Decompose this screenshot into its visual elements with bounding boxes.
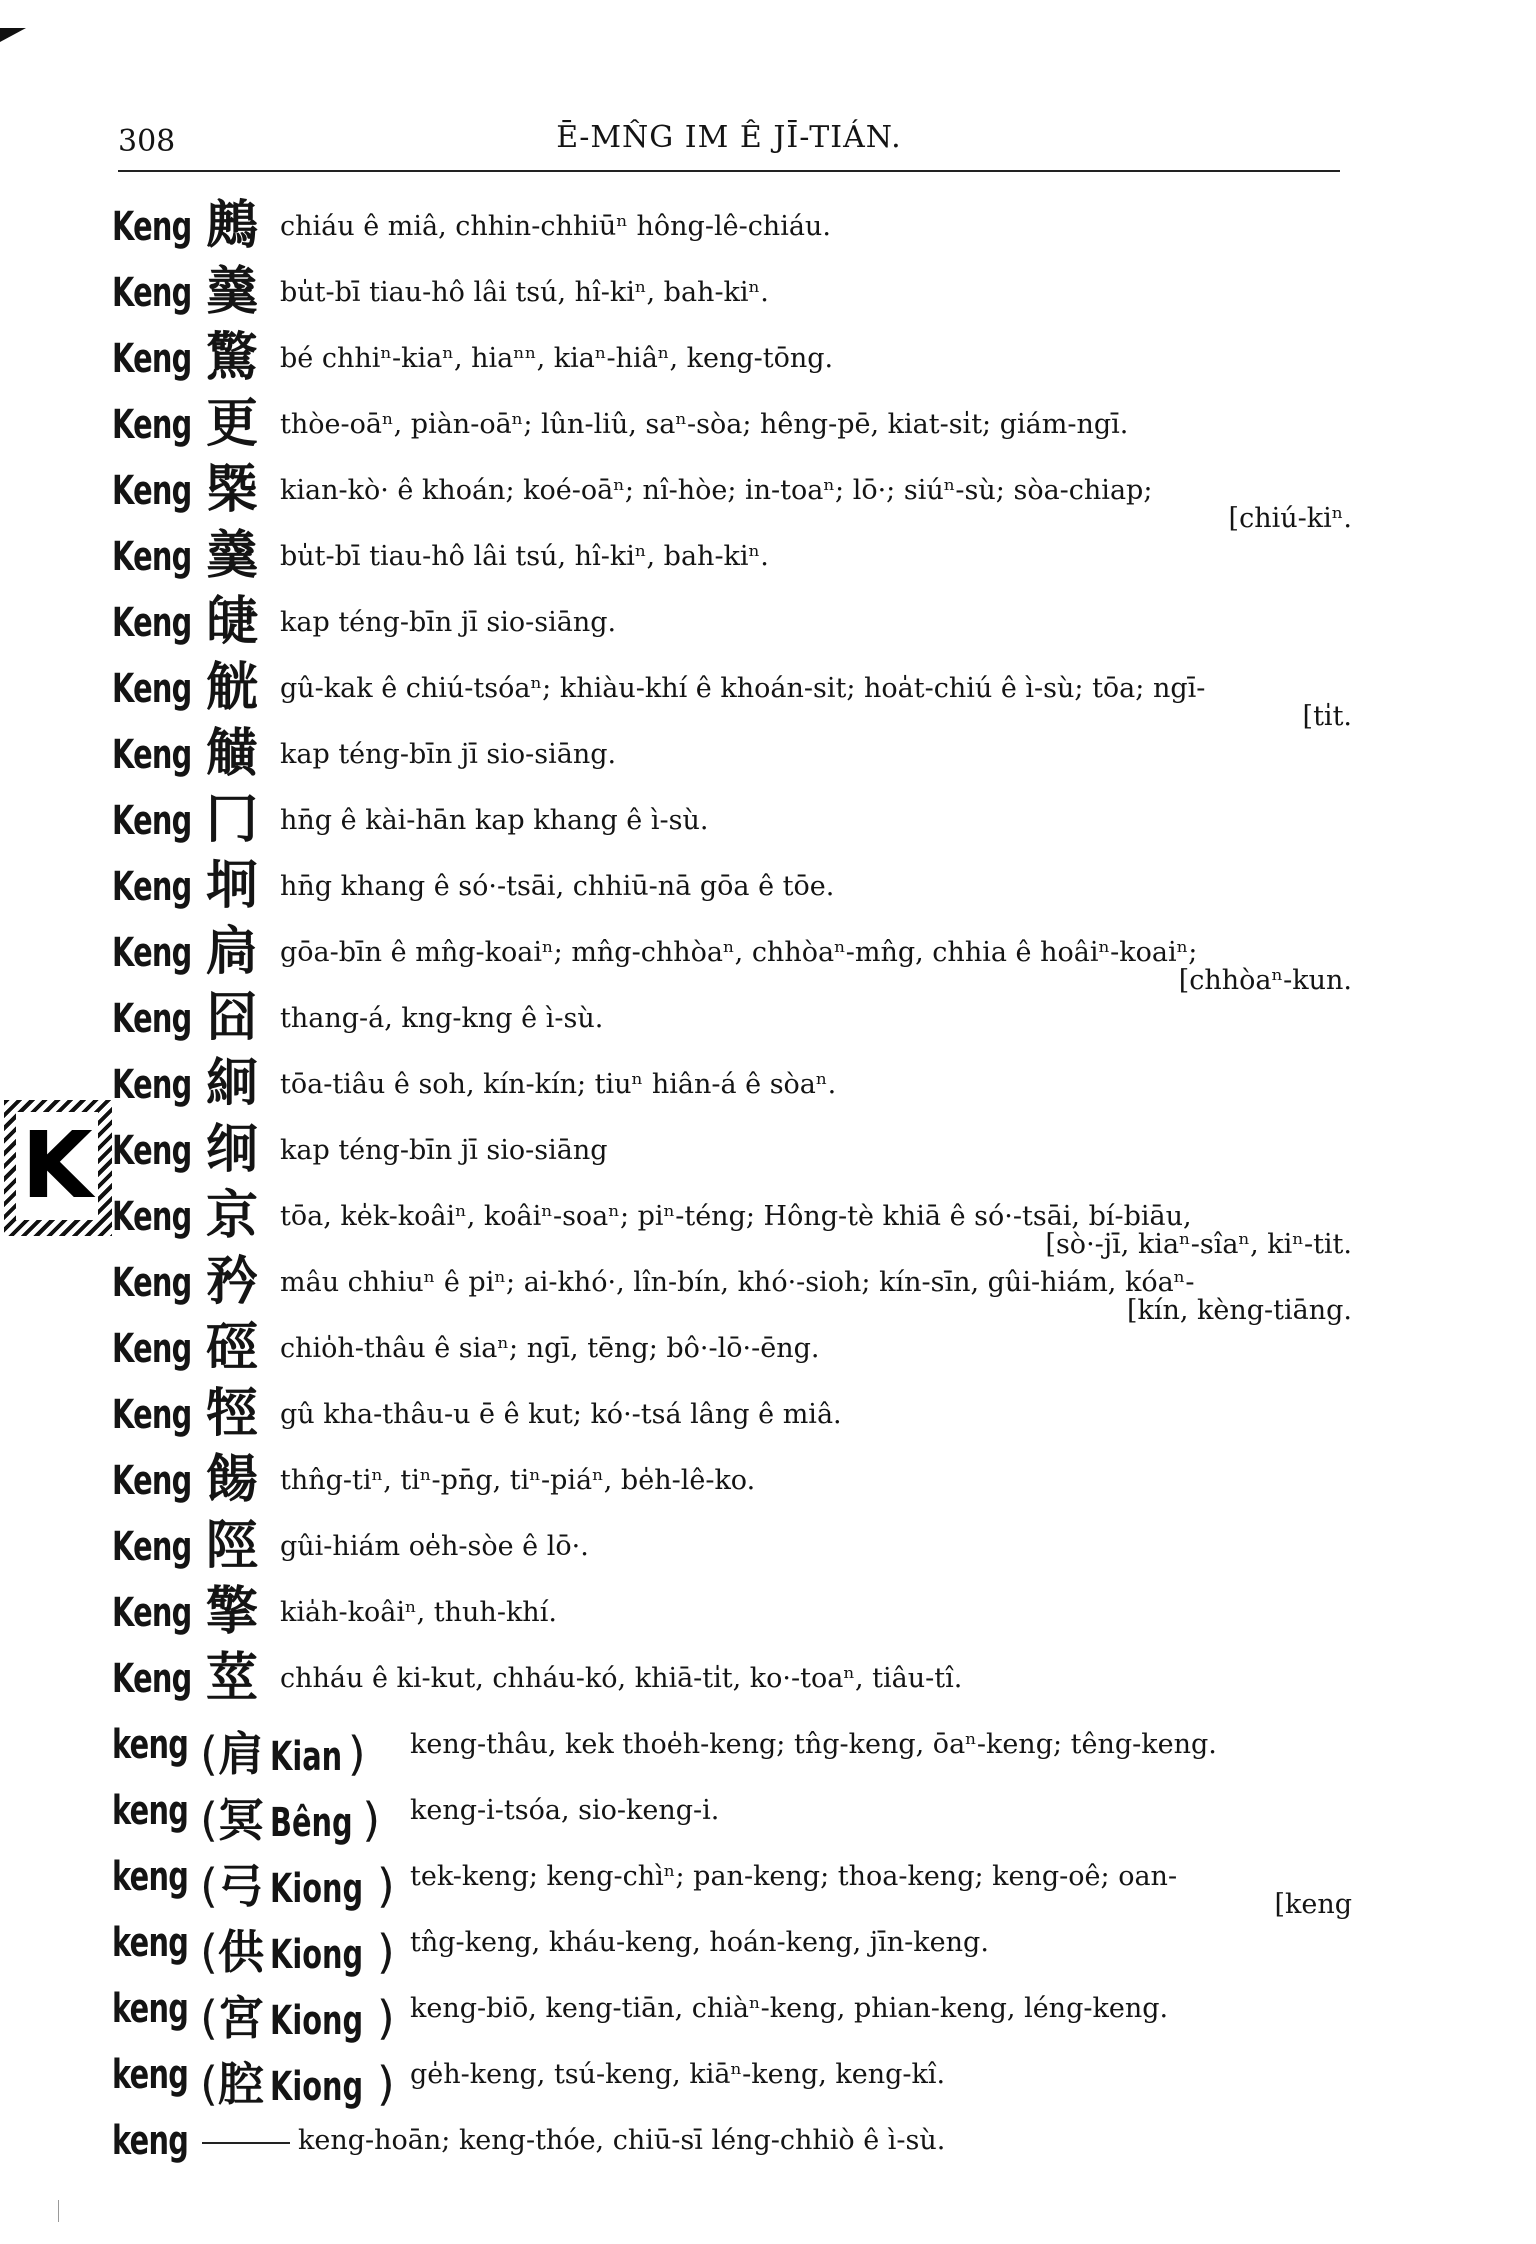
entry-headword: Keng (112, 930, 192, 976)
entry-continuation: [chhòaⁿ-kun. (1178, 965, 1352, 996)
entry-definition: tn̂g-keng, kháu-keng, hoán-keng, jīn-keng. (410, 1927, 989, 1958)
entry-headword: Keng (112, 468, 192, 514)
entry-character: 餳 (206, 1450, 259, 1510)
dictionary-entry (112, 1846, 1352, 1920)
dictionary-entry (112, 790, 1352, 856)
dictionary-entry (112, 1252, 1352, 1326)
entry-headword: Keng (112, 1392, 192, 1438)
running-title: Ē-MN̂G IM Ê JĪ-TIÁN. (556, 120, 902, 155)
dictionary-entry (112, 1582, 1352, 1648)
dictionary-entry (112, 2110, 1352, 2176)
entry-cross-reference (200, 2048, 395, 2114)
thumb-index-letter: K (16, 1112, 98, 1220)
entry-character: 陘 (206, 1516, 259, 1576)
entry-headword: Keng (112, 336, 192, 382)
entry-character: 扃 (206, 922, 259, 982)
entry-definition: mâu chhiuⁿ ê piⁿ; ai-khó·, lîn-bín, khó·-sioh; kín-sīn, gûi-hiám, kóaⁿ- (280, 1267, 1195, 1298)
entry-definition: gōa-bīn ê mn̂g-koaiⁿ; mn̂g-chhòaⁿ, chhòaⁿ-mn̂g, chhia ê hoâiⁿ-koaiⁿ; (280, 937, 1198, 968)
cross-ref-character: 冥 (217, 1793, 264, 1847)
dictionary-entry (112, 1054, 1352, 1120)
dictionary-entry (112, 1318, 1352, 1384)
entry-definition: ge̍h-keng, tsú-keng, kiāⁿ-keng, keng-kî. (410, 2059, 946, 2090)
open-paren: ( (200, 1925, 218, 1979)
dictionary-entry (112, 1186, 1352, 1260)
dictionary-entry (112, 1516, 1352, 1582)
entry-continuation: [keng (1274, 1889, 1352, 1920)
entry-character: 驚 (206, 328, 259, 388)
entry-character: 硜 (206, 1318, 259, 1378)
open-paren: ( (200, 1793, 218, 1847)
entry-headword: Keng (112, 996, 192, 1042)
entry-headword: Keng (112, 1590, 192, 1636)
entry-headword: Keng (112, 1458, 192, 1504)
entry-definition: bé chhiⁿ-kiaⁿ, hiaⁿⁿ, kiaⁿ-hiâⁿ, keng-tōng. (280, 343, 834, 374)
open-paren: ( (200, 1727, 218, 1781)
dictionary-entry (112, 724, 1352, 790)
entry-headword: Keng (112, 1524, 192, 1570)
cross-ref-reading: Kiong (269, 1932, 363, 1978)
close-paren: ) (376, 2057, 395, 2111)
entry-character: 䌹 (206, 1120, 259, 1180)
entry-headword: Keng (112, 1656, 192, 1702)
entry-cross-reference (200, 1784, 380, 1850)
entry-definition: gûi-hiám oe̍h-sòe ê lō·. (280, 1531, 589, 1562)
entry-headword: Keng (112, 270, 192, 316)
entry-cross-reference (200, 1982, 395, 2048)
cross-ref-character: 腔 (217, 2057, 264, 2111)
close-paren: ) (376, 1859, 395, 1913)
entry-cross-reference (200, 1916, 395, 1982)
stray-mark (58, 2200, 59, 2222)
entry-definition: keng-biō, keng-tiān, chiàⁿ-keng, phian-keng, léng-keng. (410, 1993, 1169, 2024)
entry-character: 羹 (206, 262, 259, 322)
cross-ref-character: 肩 (217, 1727, 264, 1781)
open-paren: ( (200, 2057, 218, 2111)
entry-definition: kian-kò· ê khoán; koé-oāⁿ; nî-hòe; in-toaⁿ; lō·; siúⁿ-sù; sòa-chiap; (280, 475, 1153, 506)
dictionary-entry (112, 1384, 1352, 1450)
entry-headword: Keng (112, 204, 192, 250)
cross-ref-reading: Kiong (269, 1866, 363, 1912)
entry-definition: bu̍t-bī tiau-hô lâi tsú, hî-kiⁿ, bah-kiⁿ. (280, 277, 769, 308)
entry-dash (202, 2142, 290, 2144)
entry-headword: keng (112, 1722, 189, 1768)
cross-ref-character: 供 (217, 1925, 264, 1979)
entry-continuation: [sò·-jī, kiaⁿ-sîaⁿ, kiⁿ-tit. (1045, 1229, 1352, 1260)
cross-ref-reading: Kian (269, 1734, 342, 1780)
dictionary-entry (112, 526, 1352, 592)
entry-definition: gû kha-thâu-u ē ê kut; kó·-tsá lâng ê miâ. (280, 1399, 842, 1430)
entry-definition: chháu ê ki-kut, chháu-kó, khiā-ti̍t, ko·-toaⁿ, tiâu-tî. (280, 1663, 963, 1694)
entry-definition: chio̍h-thâu ê siaⁿ; ngī, tēng; bô·-lō·-ēng. (280, 1333, 820, 1364)
entry-character: 京 (206, 1186, 259, 1246)
entry-definition: gû-kak ê chiú-tsóaⁿ; khiàu-khí ê khoán-sit; hoa̍t-chiú ê ì-sù; tōa; ngī- (280, 673, 1206, 704)
page-header (118, 112, 1340, 172)
entry-definition: thòe-oāⁿ, piàn-oāⁿ; lûn-liû, saⁿ-sòa; hêng-pē, kiat-si̍t; giám-ngī. (280, 409, 1129, 440)
entry-character: 矜 (206, 1252, 259, 1312)
dictionary-entry (112, 988, 1352, 1054)
cross-ref-reading: Kiong (269, 1998, 363, 2044)
entry-character: 絅 (206, 1054, 259, 1114)
entry-continuation: [kín, kèng-tiāng. (1126, 1295, 1352, 1326)
entry-headword: Keng (112, 1260, 192, 1306)
close-paren: ) (347, 1727, 366, 1781)
dictionary-entry (112, 922, 1352, 996)
entry-headword: keng (112, 2052, 189, 2098)
entry-headword: Keng (112, 402, 192, 448)
entry-definition: thang-á, kng-kng ê ì-sù. (280, 1003, 604, 1034)
entry-headword: keng (112, 1986, 189, 2032)
entry-definition: thn̂g-tiⁿ, tiⁿ-pn̄g, tiⁿ-piáⁿ, be̍h-lê-ko. (280, 1465, 756, 1496)
close-paren: ) (376, 1991, 395, 2045)
entry-character: 更 (206, 394, 259, 454)
cross-ref-reading: Bêng (269, 1800, 353, 1846)
entry-character: 冂 (206, 790, 259, 850)
entry-headword: keng (112, 1854, 189, 1900)
entry-character: 觥 (206, 658, 259, 718)
entry-character: 莖 (206, 1648, 259, 1708)
entry-character: 䑖 (206, 592, 259, 652)
entry-cross-reference (200, 1718, 366, 1784)
page-number: 308 (118, 124, 176, 159)
entry-definition: tōa-tiâu ê soh, kín-kín; tiuⁿ hiân-á ê sòaⁿ. (280, 1069, 837, 1100)
entry-definition: bu̍t-bī tiau-hô lâi tsú, hî-kiⁿ, bah-kiⁿ. (280, 541, 769, 572)
entry-character: 囧 (206, 988, 259, 1048)
dictionary-entry (112, 394, 1352, 460)
dictionary-entry (112, 658, 1352, 732)
entry-character: 㮣 (206, 460, 259, 520)
entry-definition: hn̄g ê kài-hān kap khang ê ì-sù. (280, 805, 709, 836)
entry-character: 觵 (206, 724, 259, 784)
dictionary-entry (112, 1714, 1352, 1780)
dictionary-entry (112, 2044, 1352, 2110)
entry-continuation: [chiú-kiⁿ. (1228, 503, 1352, 534)
entry-definition: kap téng-bīn jī sio-siāng (280, 1135, 608, 1166)
entry-definition: chiáu ê miâ, chhin-chhiūⁿ hông-lê-chiáu. (280, 211, 831, 242)
entry-list (112, 196, 1352, 2176)
cross-ref-character: 弓 (217, 1859, 264, 1913)
dictionary-entry (112, 328, 1352, 394)
entry-headword: keng (112, 2118, 189, 2164)
entry-definition: keng-i-tsóa, sio-keng-i. (410, 1795, 720, 1826)
entry-definition: tōa, ke̍k-koâiⁿ, koâiⁿ-soaⁿ; piⁿ-téng; Hông-tè khiā ê só·-tsāi, bí-biāu, (280, 1201, 1192, 1232)
dictionary-entry (112, 262, 1352, 328)
entry-character: 鶊 (206, 196, 259, 256)
entry-continuation: [ti̍t. (1302, 701, 1352, 732)
entry-definition: kap téng-bīn jī sio-siāng. (280, 607, 617, 638)
dictionary-entry (112, 1780, 1352, 1846)
entry-definition: keng-thâu, kek thoe̍h-keng; tn̂g-keng, ōaⁿ-keng; têng-keng. (410, 1729, 1217, 1760)
entry-cross-reference (200, 1850, 395, 1916)
entry-headword: Keng (112, 534, 192, 580)
entry-headword: Keng (112, 732, 192, 778)
entry-headword: Keng (112, 1128, 192, 1174)
dictionary-entry (112, 592, 1352, 658)
open-paren: ( (200, 1991, 218, 2045)
entry-headword: Keng (112, 864, 192, 910)
open-paren: ( (200, 1859, 218, 1913)
entry-headword: Keng (112, 1326, 192, 1372)
entry-character: 牼 (206, 1384, 259, 1444)
entry-character: 擎 (206, 1582, 259, 1642)
entry-definition: hn̄g khang ê só·-tsāi, chhiū-nā gōa ê tōe. (280, 871, 835, 902)
entry-headword: Keng (112, 1062, 192, 1108)
entry-character: 羹 (206, 526, 259, 586)
entry-definition: kia̍h-koâiⁿ, thuh-khí. (280, 1597, 557, 1628)
cross-ref-character: 宮 (217, 1991, 264, 2045)
entry-headword: Keng (112, 798, 192, 844)
entry-headword: keng (112, 1788, 189, 1834)
dictionary-entry (112, 1648, 1352, 1714)
dictionary-entry (112, 1120, 1352, 1186)
dictionary-entry (112, 1450, 1352, 1516)
cross-ref-reading: Kiong (269, 2064, 363, 2110)
entry-definition: keng-hoān; keng-thóe, chiū-sī léng-chhiò ê ì-sù. (298, 2125, 946, 2156)
dictionary-entry (112, 1912, 1352, 1978)
corner-mark (0, 28, 26, 42)
dictionary-entry (112, 460, 1352, 534)
entry-headword: Keng (112, 1194, 192, 1240)
dictionary-entry (112, 856, 1352, 922)
entry-headword: Keng (112, 600, 192, 646)
close-paren: ) (376, 1925, 395, 1979)
entry-headword: keng (112, 1920, 189, 1966)
entry-headword: Keng (112, 666, 192, 712)
dictionary-entry (112, 1978, 1352, 2044)
entry-character: 坰 (206, 856, 259, 916)
close-paren: ) (362, 1793, 381, 1847)
entry-definition: kap téng-bīn jī sio-siāng. (280, 739, 617, 770)
entry-definition: tek-keng; keng-chìⁿ; pan-keng; thoa-keng; keng-oê; oan- (410, 1861, 1178, 1892)
dictionary-entry (112, 196, 1352, 262)
